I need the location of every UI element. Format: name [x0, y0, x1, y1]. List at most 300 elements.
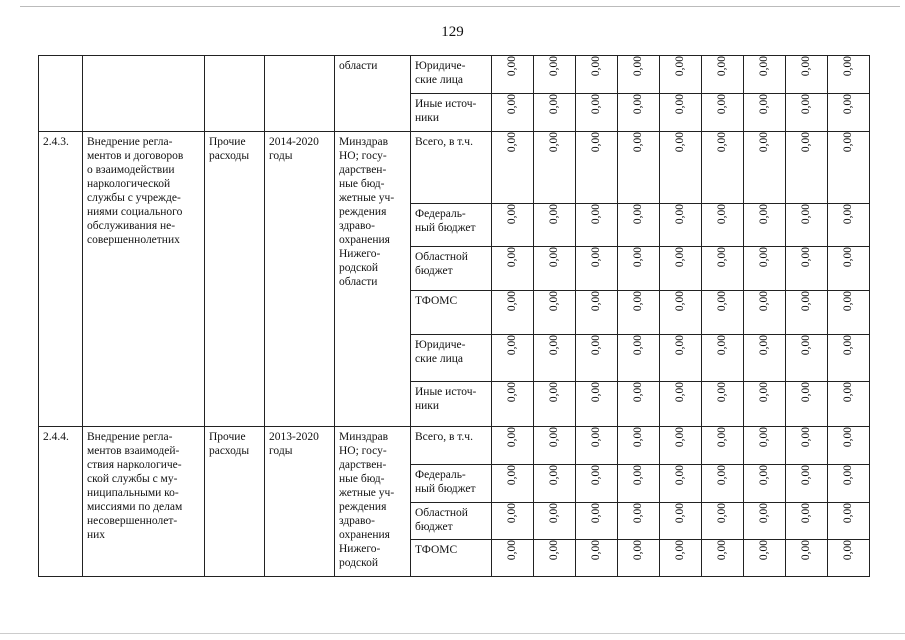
value-text: 0,00 [758, 334, 771, 356]
executor-line: области [339, 60, 378, 72]
value-cell [744, 382, 786, 427]
value-text: 0,00 [548, 290, 561, 312]
value-text: 0,00 [590, 381, 603, 403]
executor-line: Минздрав [339, 431, 389, 443]
value-cell [828, 56, 870, 94]
value-text: 0,00 [548, 381, 561, 403]
funding-source-line: Юридиче- [415, 60, 466, 72]
value-cell [786, 291, 828, 335]
value-cell [702, 540, 744, 577]
value-cell [576, 291, 618, 335]
funding-source-line: Иные источ- [415, 386, 477, 398]
value-cell [786, 427, 828, 465]
value-text: 0,00 [548, 334, 561, 356]
value-cell [660, 204, 702, 247]
value-cell [660, 94, 702, 132]
value-cell [492, 247, 534, 291]
value-text: 0,00 [674, 464, 687, 486]
value-cell [618, 427, 660, 465]
value-text: 0,00 [716, 55, 729, 77]
funding-source-line: ские лица [415, 353, 463, 365]
value-cell [786, 247, 828, 291]
executor-line: реждения [339, 501, 387, 513]
measure-name-line: ментов и договоров [87, 150, 184, 162]
value-text: 0,00 [632, 426, 645, 448]
value-cell [618, 247, 660, 291]
funding-source-cell [411, 335, 492, 382]
executor-line: родской [339, 557, 379, 569]
value-text: 0,00 [590, 203, 603, 225]
value-text: 0,00 [842, 93, 855, 115]
value-text: 0,00 [632, 334, 645, 356]
value-text: 0,00 [506, 203, 519, 225]
value-cell [828, 132, 870, 204]
funding-source-line: бюджет [415, 265, 453, 277]
value-cell [660, 132, 702, 204]
funding-source-cell [411, 503, 492, 540]
value-text: 0,00 [842, 334, 855, 356]
value-cell [618, 56, 660, 94]
executor-line: ные бюд- [339, 473, 385, 485]
value-text: 0,00 [758, 131, 771, 153]
table-row [39, 427, 870, 465]
value-cell [660, 247, 702, 291]
value-text: 0,00 [842, 290, 855, 312]
value-cell [744, 247, 786, 291]
measure-name-line: совершеннолетних [87, 234, 180, 246]
value-text: 0,00 [716, 93, 729, 115]
value-text: 0,00 [590, 93, 603, 115]
value-text: 0,00 [842, 539, 855, 561]
value-cell [618, 291, 660, 335]
value-text: 0,00 [548, 464, 561, 486]
value-text: 0,00 [674, 502, 687, 524]
measure-name-line: Внедрение регла- [87, 136, 173, 148]
measure-name-cell [83, 132, 205, 427]
value-cell [534, 503, 576, 540]
value-cell [786, 132, 828, 204]
value-text: 0,00 [632, 55, 645, 77]
value-text: 0,00 [590, 55, 603, 77]
funding-source-cell [411, 465, 492, 503]
value-text: 0,00 [674, 93, 687, 115]
value-cell [786, 94, 828, 132]
value-cell [534, 382, 576, 427]
value-cell [786, 503, 828, 540]
value-cell [828, 382, 870, 427]
value-cell [660, 503, 702, 540]
table-row [39, 56, 870, 94]
measure-name-line: несовершеннолет- [87, 515, 178, 527]
expense-type-cell [205, 132, 265, 427]
value-text: 0,00 [590, 502, 603, 524]
executor-cell [335, 132, 411, 427]
funding-source-cell [411, 291, 492, 335]
scan-edge-line [20, 6, 900, 7]
value-text: 0,00 [800, 203, 813, 225]
value-text: 0,00 [716, 502, 729, 524]
funding-source-cell [411, 204, 492, 247]
value-text: 0,00 [506, 539, 519, 561]
executor-line: НО; госу- [339, 445, 387, 457]
value-text: 0,00 [548, 55, 561, 77]
period-cell [265, 427, 335, 577]
executor-line: здраво- [339, 515, 375, 527]
value-cell [576, 56, 618, 94]
value-text: 0,00 [716, 131, 729, 153]
value-text: 0,00 [758, 426, 771, 448]
executor-cell [335, 56, 411, 132]
value-text: 0,00 [716, 203, 729, 225]
measure-name-line: обслуживания не- [87, 220, 176, 232]
value-cell [702, 503, 744, 540]
value-text: 0,00 [590, 426, 603, 448]
value-cell [786, 382, 828, 427]
value-cell [576, 427, 618, 465]
budget-table [38, 55, 870, 577]
value-cell [744, 540, 786, 577]
value-text: 0,00 [506, 131, 519, 153]
value-text: 0,00 [842, 464, 855, 486]
value-cell [786, 56, 828, 94]
value-text: 0,00 [800, 55, 813, 77]
value-text: 0,00 [590, 464, 603, 486]
funding-source-line: Федераль- [415, 469, 466, 481]
value-cell [702, 427, 744, 465]
value-cell [702, 247, 744, 291]
value-cell [744, 465, 786, 503]
value-text: 0,00 [800, 93, 813, 115]
value-text: 0,00 [674, 55, 687, 77]
executor-line: Минздрав [339, 136, 389, 148]
value-cell [618, 94, 660, 132]
executor-line: НО; госу- [339, 150, 387, 162]
value-text: 0,00 [674, 539, 687, 561]
value-cell [576, 540, 618, 577]
funding-source-line: Всего, в т.ч. [415, 431, 473, 443]
funding-source-cell [411, 382, 492, 427]
funding-source-line: Федераль- [415, 208, 466, 220]
value-text: 0,00 [632, 502, 645, 524]
value-cell [618, 382, 660, 427]
period-line: 2013-2020 [269, 431, 319, 443]
funding-source-line: ские лица [415, 74, 463, 86]
value-cell [702, 382, 744, 427]
funding-source-line: Юридиче- [415, 339, 466, 351]
value-text: 0,00 [758, 55, 771, 77]
funding-source-line: ники [415, 400, 440, 412]
value-cell [744, 94, 786, 132]
value-text: 0,00 [548, 131, 561, 153]
value-cell [492, 204, 534, 247]
value-cell [786, 335, 828, 382]
executor-line: реждения [339, 206, 387, 218]
value-cell [744, 56, 786, 94]
value-cell [702, 204, 744, 247]
value-cell [492, 503, 534, 540]
value-text: 0,00 [716, 426, 729, 448]
funding-source-line: ный бюджет [415, 483, 476, 495]
value-cell [618, 132, 660, 204]
value-cell [534, 540, 576, 577]
measure-name-line: них [87, 529, 106, 541]
value-cell [702, 56, 744, 94]
executor-line: дарствен- [339, 459, 387, 471]
value-text: 0,00 [842, 502, 855, 524]
value-text: 0,00 [506, 381, 519, 403]
value-text: 0,00 [590, 246, 603, 268]
funding-source-line: ТФОМС [415, 295, 458, 307]
executor-line: охранения [339, 234, 390, 246]
value-cell [618, 503, 660, 540]
funding-source-line: ный бюджет [415, 222, 476, 234]
value-text: 0,00 [842, 203, 855, 225]
value-cell [660, 335, 702, 382]
value-cell [492, 382, 534, 427]
page-number: 129 [441, 24, 464, 40]
value-cell [576, 204, 618, 247]
funding-source-line: Областной [415, 251, 468, 263]
value-cell [576, 132, 618, 204]
value-text: 0,00 [674, 203, 687, 225]
value-cell [576, 335, 618, 382]
executor-line: жетные уч- [339, 487, 395, 499]
value-cell [618, 540, 660, 577]
value-cell [744, 132, 786, 204]
value-cell [492, 132, 534, 204]
value-cell [828, 247, 870, 291]
value-cell [492, 335, 534, 382]
period-line: годы [269, 445, 293, 457]
measure-name-cell [83, 56, 205, 132]
value-text: 0,00 [758, 502, 771, 524]
measure-name-cell [83, 427, 205, 577]
value-cell [828, 335, 870, 382]
funding-source-cell [411, 132, 492, 204]
value-cell [576, 465, 618, 503]
value-cell [576, 382, 618, 427]
value-cell [786, 540, 828, 577]
value-text: 0,00 [800, 334, 813, 356]
value-cell [828, 291, 870, 335]
value-text: 0,00 [716, 290, 729, 312]
value-cell [828, 540, 870, 577]
value-text: 0,00 [842, 55, 855, 77]
value-text: 0,00 [800, 426, 813, 448]
value-text: 0,00 [800, 464, 813, 486]
measure-name-line: о взаимодействии [87, 164, 175, 176]
value-text: 0,00 [548, 426, 561, 448]
value-cell [576, 247, 618, 291]
value-text: 0,00 [758, 539, 771, 561]
funding-source-line: ники [415, 112, 440, 124]
executor-line: родской [339, 262, 379, 274]
value-cell [534, 427, 576, 465]
value-text: 0,00 [632, 381, 645, 403]
measure-name-line: ниями социального [87, 206, 183, 218]
executor-line: здраво- [339, 220, 375, 232]
executor-line: жетные уч- [339, 192, 395, 204]
measure-name-line: Внедрение регла- [87, 431, 173, 443]
value-cell [534, 465, 576, 503]
value-text: 0,00 [506, 502, 519, 524]
value-cell [702, 465, 744, 503]
value-cell [534, 247, 576, 291]
value-cell [492, 94, 534, 132]
value-text: 0,00 [674, 131, 687, 153]
value-cell [618, 204, 660, 247]
value-cell [828, 465, 870, 503]
funding-source-line: Областной [415, 507, 468, 519]
value-text: 0,00 [548, 203, 561, 225]
value-text: 0,00 [800, 539, 813, 561]
value-cell [492, 56, 534, 94]
scan-edge-line [0, 633, 905, 634]
expense-type-cell [205, 56, 265, 132]
executor-line: Нижего- [339, 248, 381, 260]
value-text: 0,00 [674, 381, 687, 403]
value-text: 0,00 [506, 464, 519, 486]
value-cell [534, 291, 576, 335]
value-cell [618, 335, 660, 382]
value-text: 0,00 [716, 464, 729, 486]
value-cell [744, 427, 786, 465]
measure-name-line: ментов взаимодей- [87, 445, 180, 457]
value-text: 0,00 [842, 381, 855, 403]
value-cell [702, 335, 744, 382]
value-text: 0,00 [632, 290, 645, 312]
measure-name-line: ствия наркологиче- [87, 459, 182, 471]
value-cell [702, 94, 744, 132]
value-text: 0,00 [800, 131, 813, 153]
value-text: 0,00 [548, 93, 561, 115]
value-text: 0,00 [758, 246, 771, 268]
value-cell [660, 540, 702, 577]
value-cell [618, 465, 660, 503]
expense-type-line: Прочие [209, 431, 246, 443]
value-cell [492, 465, 534, 503]
value-text: 0,00 [800, 246, 813, 268]
value-cell [702, 291, 744, 335]
funding-source-cell [411, 247, 492, 291]
value-cell [534, 132, 576, 204]
funding-source-line: Всего, в т.ч. [415, 136, 473, 148]
funding-source-line: ТФОМС [415, 544, 458, 556]
value-text: 0,00 [506, 246, 519, 268]
value-cell [744, 503, 786, 540]
value-text: 0,00 [758, 464, 771, 486]
value-text: 0,00 [800, 290, 813, 312]
value-text: 0,00 [506, 55, 519, 77]
value-text: 0,00 [632, 93, 645, 115]
value-cell [534, 94, 576, 132]
executor-line: Нижего- [339, 543, 381, 555]
value-text: 0,00 [590, 131, 603, 153]
value-text: 0,00 [842, 426, 855, 448]
value-text: 0,00 [674, 290, 687, 312]
funding-source-cell [411, 56, 492, 94]
value-text: 0,00 [800, 381, 813, 403]
measure-name-line: наркологической [87, 178, 171, 190]
value-text: 0,00 [674, 334, 687, 356]
value-text: 0,00 [674, 426, 687, 448]
measure-name-line: службы с учрежде- [87, 192, 181, 204]
value-cell [576, 503, 618, 540]
value-cell [660, 56, 702, 94]
period-line: 2014-2020 [269, 136, 319, 148]
value-text: 0,00 [758, 381, 771, 403]
expense-type-line: Прочие [209, 136, 246, 148]
value-cell [702, 132, 744, 204]
executor-cell [335, 427, 411, 577]
value-cell [828, 503, 870, 540]
value-cell [576, 94, 618, 132]
executor-line: ные бюд- [339, 178, 385, 190]
value-cell [786, 204, 828, 247]
value-text: 0,00 [506, 334, 519, 356]
value-text: 0,00 [674, 246, 687, 268]
value-cell [660, 427, 702, 465]
value-text: 0,00 [506, 93, 519, 115]
value-text: 0,00 [632, 246, 645, 268]
expense-type-cell [205, 427, 265, 577]
value-text: 0,00 [548, 246, 561, 268]
funding-source-cell [411, 540, 492, 577]
measure-name-line: ской службы с му- [87, 473, 178, 485]
measure-number-cell: 2.4.3. [39, 132, 83, 427]
value-text: 0,00 [590, 334, 603, 356]
measure-name-line: ниципальными ко- [87, 487, 179, 499]
value-cell [744, 291, 786, 335]
value-text: 0,00 [716, 246, 729, 268]
value-cell [492, 427, 534, 465]
expense-type-line: расходы [209, 445, 250, 457]
value-cell [828, 427, 870, 465]
expense-type-line: расходы [209, 150, 250, 162]
value-text: 0,00 [506, 426, 519, 448]
value-text: 0,00 [842, 131, 855, 153]
value-text: 0,00 [632, 131, 645, 153]
funding-source-cell [411, 94, 492, 132]
value-text: 0,00 [716, 334, 729, 356]
executor-line: дарствен- [339, 164, 387, 176]
value-text: 0,00 [632, 464, 645, 486]
period-line: годы [269, 150, 293, 162]
value-cell [828, 94, 870, 132]
value-cell [744, 204, 786, 247]
value-text: 0,00 [758, 203, 771, 225]
measure-number-cell: 2.4.4. [39, 427, 83, 577]
period-cell [265, 56, 335, 132]
value-cell [492, 291, 534, 335]
value-cell [786, 465, 828, 503]
funding-source-cell [411, 427, 492, 465]
executor-line: охранения [339, 529, 390, 541]
executor-line: области [339, 276, 378, 288]
value-text: 0,00 [548, 502, 561, 524]
funding-source-line: бюджет [415, 521, 453, 533]
value-cell [828, 204, 870, 247]
value-cell [492, 540, 534, 577]
value-text: 0,00 [506, 290, 519, 312]
value-text: 0,00 [842, 246, 855, 268]
measure-name-line: миссиями по делам [87, 501, 183, 513]
value-cell [534, 56, 576, 94]
value-cell [534, 335, 576, 382]
period-cell [265, 132, 335, 427]
value-text: 0,00 [758, 290, 771, 312]
funding-source-line: Иные источ- [415, 98, 477, 110]
